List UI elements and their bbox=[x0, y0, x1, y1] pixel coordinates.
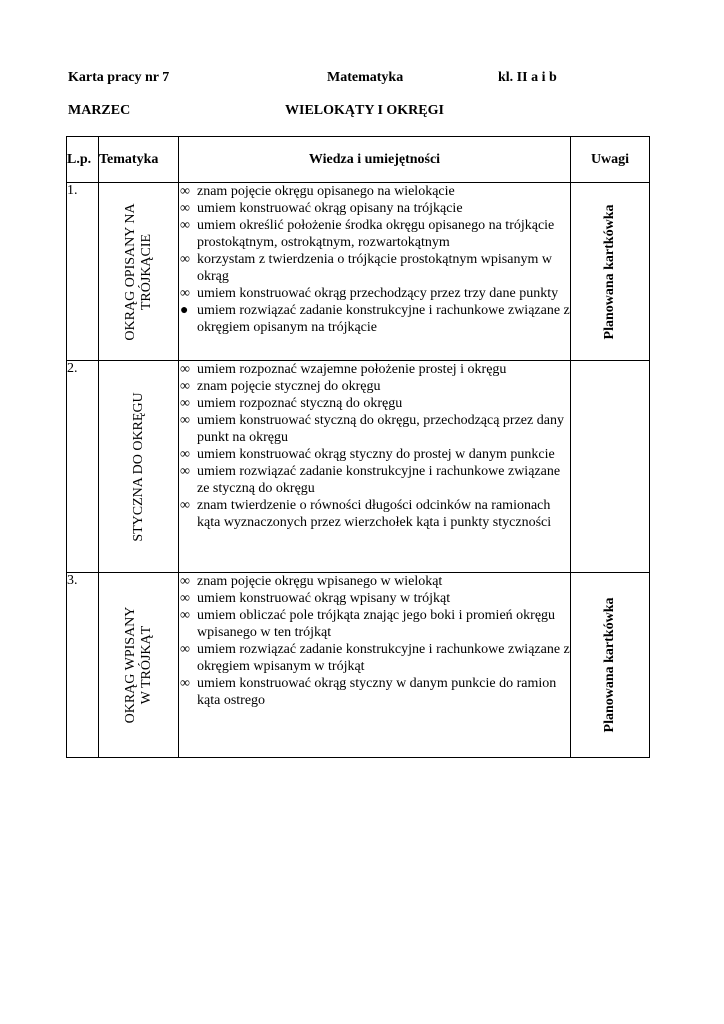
topic-title: WIELOKĄTY I OKRĘGI bbox=[285, 103, 444, 118]
infinity-bullet-icon: ∞ bbox=[180, 396, 190, 411]
skill-text: umiem rozwiązać zadanie konstrukcyjne i rachunkowe związane z okręgiem wpisanym w trójkąt bbox=[197, 642, 570, 674]
skill-text: umiem konstruować okrąg opisany na trójkącie bbox=[197, 201, 463, 216]
row-number: 1. bbox=[67, 183, 99, 361]
infinity-bullet-icon: ∞ bbox=[180, 498, 190, 513]
row-number: 3. bbox=[67, 573, 99, 758]
class-label: kl. II a i b bbox=[498, 70, 557, 85]
infinity-bullet-icon: ∞ bbox=[180, 642, 190, 657]
skill-text: korzystam z twierdzenia o trójkącie prostokątnym wpisanym w okrąg bbox=[197, 252, 552, 284]
list-item bbox=[179, 361, 570, 378]
list-item bbox=[179, 395, 570, 412]
row-topic-text bbox=[123, 607, 155, 724]
list-item bbox=[179, 412, 570, 446]
row-topic bbox=[99, 573, 179, 758]
list-item bbox=[179, 285, 570, 302]
infinity-bullet-icon: ∞ bbox=[180, 379, 190, 394]
row-skills bbox=[179, 573, 571, 758]
skill-text: znam pojęcie okręgu wpisanego w wielokąt bbox=[197, 574, 443, 589]
infinity-bullet-icon: ∞ bbox=[180, 413, 190, 428]
infinity-bullet-icon: ∞ bbox=[180, 574, 190, 589]
infinity-bullet-icon: ∞ bbox=[180, 608, 190, 623]
skill-text: umiem obliczać pole trójkąta znając jego boki i promień okręgu wpisanego w ten trójkąt bbox=[197, 608, 556, 640]
skill-text: umiem rozpoznać styczną do okręgu bbox=[197, 396, 403, 411]
row-skills bbox=[179, 361, 571, 573]
skills-list bbox=[179, 361, 570, 531]
skill-text: umiem rozwiązać zadanie konstrukcyjne i rachunkowe związane z okręgiem opisanym na trójkącie bbox=[197, 303, 570, 335]
skill-text: umiem konstruować okrąg styczny do prostej w danym punkcie bbox=[197, 447, 555, 462]
row-notes bbox=[571, 361, 650, 573]
card-number: Karta pracy nr 7 bbox=[68, 70, 170, 85]
column-header-notes: Uwagi bbox=[571, 137, 650, 183]
infinity-bullet-icon: ∞ bbox=[180, 252, 190, 267]
topic-line: TRÓJKĄCIE bbox=[138, 233, 154, 310]
skill-text: umiem konstruować okrąg przechodzący przez trzy dane punkty bbox=[197, 286, 559, 301]
topic-line: W TRÓJKĄT bbox=[138, 625, 154, 705]
skills-list bbox=[179, 573, 570, 709]
list-item bbox=[179, 590, 570, 607]
list-item bbox=[179, 573, 570, 590]
worksheet-table bbox=[66, 136, 650, 758]
table-header-row bbox=[67, 137, 650, 183]
planned-quiz-note: Planowana kartkówka bbox=[602, 204, 617, 339]
list-item bbox=[179, 675, 570, 709]
infinity-bullet-icon: ∞ bbox=[180, 447, 190, 462]
topic-line: OKRĄG OPISANY NA bbox=[122, 202, 138, 341]
row-topic-text bbox=[131, 392, 147, 541]
infinity-bullet-icon: ∞ bbox=[180, 218, 190, 233]
row-topic-text bbox=[123, 203, 155, 340]
list-item bbox=[179, 641, 570, 675]
planned-quiz-note: Planowana kartkówka bbox=[602, 597, 617, 733]
table-row bbox=[67, 573, 650, 758]
dot-bullet-icon: ● bbox=[180, 303, 189, 318]
row-notes bbox=[571, 573, 650, 758]
skill-text: umiem rozpoznać wzajemne położenie prostej i okręgu bbox=[197, 362, 507, 377]
table-row bbox=[67, 183, 650, 361]
infinity-bullet-icon: ∞ bbox=[180, 201, 190, 216]
list-item bbox=[179, 200, 570, 217]
skill-text: umiem konstruować styczną do okręgu, przechodzącą przez dany punkt na okręgu bbox=[197, 413, 564, 445]
column-header-skills: Wiedza i umiejętności bbox=[179, 137, 571, 183]
list-item bbox=[179, 217, 570, 251]
skill-text: znam twierdzenie o równości długości odcinków na ramionach kąta wyznaczonych przez wierzchołek kąta i punkty styczności bbox=[197, 498, 552, 530]
skill-text: umiem określić położenie środka okręgu opisanego na trójkącie prostokątnym, ostrokątnym, rozwartokątnym bbox=[197, 218, 555, 250]
infinity-bullet-icon: ∞ bbox=[180, 184, 190, 199]
list-item bbox=[179, 497, 570, 531]
skill-text: umiem konstruować okrąg styczny w danym punkcie do ramion kąta ostrego bbox=[197, 676, 557, 708]
subject: Matematyka bbox=[327, 70, 404, 85]
row-notes bbox=[571, 183, 650, 361]
list-item bbox=[179, 607, 570, 641]
row-number: 2. bbox=[67, 361, 99, 573]
skill-text: umiem rozwiązać zadanie konstrukcyjne i rachunkowe związane ze styczną do okręgu bbox=[197, 464, 561, 496]
topic-line: OKRĄG WPISANY bbox=[122, 606, 138, 724]
list-item bbox=[179, 446, 570, 463]
skill-text: znam pojęcie okręgu opisanego na wielokącie bbox=[197, 184, 455, 199]
infinity-bullet-icon: ∞ bbox=[180, 591, 190, 606]
column-header-topic: Tematyka bbox=[99, 137, 179, 183]
row-skills bbox=[179, 183, 571, 361]
list-item bbox=[179, 251, 570, 285]
row-topic bbox=[99, 361, 179, 573]
skills-list bbox=[179, 183, 570, 336]
list-item bbox=[179, 183, 570, 200]
month: MARZEC bbox=[68, 103, 131, 118]
row-topic bbox=[99, 183, 179, 361]
list-item bbox=[179, 463, 570, 497]
infinity-bullet-icon: ∞ bbox=[180, 286, 190, 301]
list-item bbox=[179, 302, 570, 336]
skill-text: znam pojęcie stycznej do okręgu bbox=[197, 379, 381, 394]
infinity-bullet-icon: ∞ bbox=[180, 464, 190, 479]
skill-text: umiem konstruować okrąg wpisany w trójkąt bbox=[197, 591, 451, 606]
topic-line: STYCZNA DO OKRĘGU bbox=[130, 391, 146, 542]
list-item bbox=[179, 378, 570, 395]
table-row bbox=[67, 361, 650, 573]
infinity-bullet-icon: ∞ bbox=[180, 362, 190, 377]
column-header-lp: L.p. bbox=[67, 137, 99, 183]
infinity-bullet-icon: ∞ bbox=[180, 676, 190, 691]
